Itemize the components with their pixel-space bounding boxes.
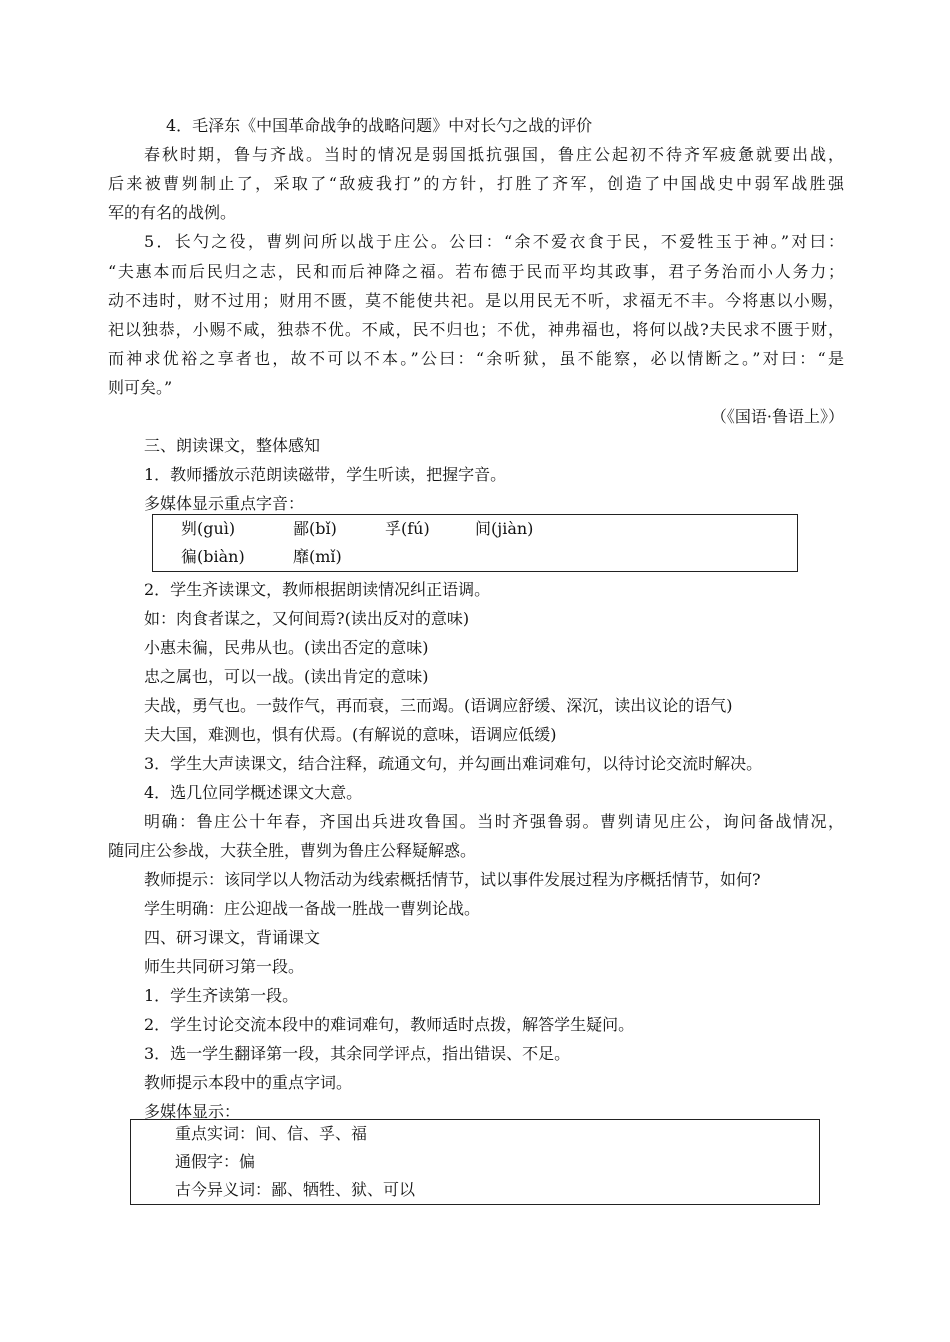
s3-step1: 1．教师播放示范朗读磁带，学生听读，把握字音。 bbox=[144, 465, 507, 484]
s3-example-3: 忠之属也，可以一战。(读出肯定的意味) bbox=[144, 667, 429, 686]
pronunciation-box bbox=[152, 514, 798, 572]
pron-item: 间(jiàn) bbox=[475, 519, 534, 538]
pron-item: 孚(fú) bbox=[385, 519, 430, 538]
s3-clarify-line-2: 随同庄公参战，大获全胜，曹刿为鲁庄公释疑解惑。 bbox=[108, 841, 477, 860]
pron-item: 徧(biàn) bbox=[181, 547, 245, 566]
s3-media-label: 多媒体显示重点字音： bbox=[144, 494, 305, 513]
s3-example-5: 夫大国，难测也，惧有伏焉。(有解说的意味，语调应低缓) bbox=[144, 725, 557, 744]
item5-body-line-6: 则可矣。” bbox=[108, 378, 173, 397]
s4-step-2: 2．学生讨论交流本段中的难词难句，教师适时点拨，解答学生疑问。 bbox=[144, 1015, 635, 1034]
item5-body-line-3: 动不违时，财不过用；财用不匮，莫不能使共祀。是以用民无不听，求福无不丰。今将惠以小赐， bbox=[108, 291, 844, 310]
s3-clarify-line-1: 明确：鲁庄公十年春，齐国出兵进攻鲁国。当时齐强鲁弱。曹刿请见庄公，询问备战情况， bbox=[144, 812, 844, 831]
s3-step3: 3．学生大声读课文，结合注释，疏通文句，并勾画出难词难句，以待讨论交流时解决。 bbox=[144, 754, 763, 773]
s3-example-1: 如：肉食者谋之，又何间焉?(读出反对的意味) bbox=[144, 609, 470, 628]
vocab-box bbox=[130, 1119, 820, 1205]
item4-heading: 4．毛泽东《中国革命战争的战略问题》中对长勺之战的评价 bbox=[166, 116, 593, 135]
item5-body-line-4: 祀以独恭，小赐不咸，独恭不优。不咸，民不归也；不优，神弗福也，将何以战?夫民求不匮于财， bbox=[108, 320, 844, 339]
s4-media-label: 多媒体显示： bbox=[144, 1102, 241, 1121]
pron-item: 靡(mǐ) bbox=[293, 547, 342, 566]
s4-step-1: 1．学生齐读第一段。 bbox=[144, 986, 299, 1005]
item4-body-line-1: 春秋时期，鲁与齐战。当时的情况是弱国抵抗强国，鲁庄公起初不待齐军疲惫就要出战， bbox=[144, 145, 844, 164]
s4-intro: 师生共同研习第一段。 bbox=[144, 957, 305, 976]
s4-step-3: 3．选一学生翻译第一段，其余同学评点，指出错误、不足。 bbox=[144, 1044, 571, 1063]
item5-body-line-2: “夫惠本而后民归之志，民和而后神降之福。若布德于民而平均其政事，君子务治而小人务力； bbox=[108, 262, 844, 281]
vocab-line: 古今异义词：鄙、牺牲、狱、可以 bbox=[175, 1180, 416, 1199]
s3-example-2: 小惠未徧，民弗从也。(读出否定的意味) bbox=[144, 638, 429, 657]
s4-teacher-note: 教师提示本段中的重点字词。 bbox=[144, 1073, 353, 1092]
pron-item: 鄙(bǐ) bbox=[293, 519, 337, 538]
s3-teacher-hint: 教师提示：该同学以人物活动为线索概括情节，试以事件发展过程为序概括情节，如何? bbox=[144, 870, 761, 889]
item5-source: （《国语·鲁语上》） bbox=[710, 407, 844, 426]
s3-step4: 4．选几位同学概述课文大意。 bbox=[144, 783, 363, 802]
section3-heading: 三、朗读课文，整体感知 bbox=[144, 436, 321, 455]
item4-body-line-3: 军的有名的战例。 bbox=[108, 203, 237, 222]
vocab-line: 通假字：偏 bbox=[175, 1152, 256, 1171]
pron-item: 刿(guì) bbox=[181, 519, 236, 538]
s3-student-clarify: 学生明确：庄公迎战一备战一胜战一曹刿论战。 bbox=[144, 899, 481, 918]
s3-step2: 2．学生齐读课文，教师根据朗读情况纠正语调。 bbox=[144, 580, 491, 599]
s3-example-4: 夫战，勇气也。一鼓作气，再而衰，三而竭。(语调应舒缓、深沉，读出议论的语气) bbox=[144, 696, 733, 715]
section4-heading: 四、研习课文，背诵课文 bbox=[144, 928, 321, 947]
item5-body-line-5: 而神求优裕之享者也，故不可以不本。”公曰：“余听狱，虽不能察，必以情断之。”对曰：“是 bbox=[108, 349, 844, 368]
item5-body-line-1: 5．长勺之役，曹刿问所以战于庄公。公曰：“余不爱衣食于民，不爱牲玉于神。”对曰： bbox=[144, 232, 844, 251]
item4-body-line-2: 后来被曹刿制止了，采取了“敌疲我打”的方针，打胜了齐军，创造了中国战史中弱军战胜强 bbox=[108, 174, 844, 193]
vocab-line: 重点实词：间、信、孚、福 bbox=[175, 1124, 368, 1143]
